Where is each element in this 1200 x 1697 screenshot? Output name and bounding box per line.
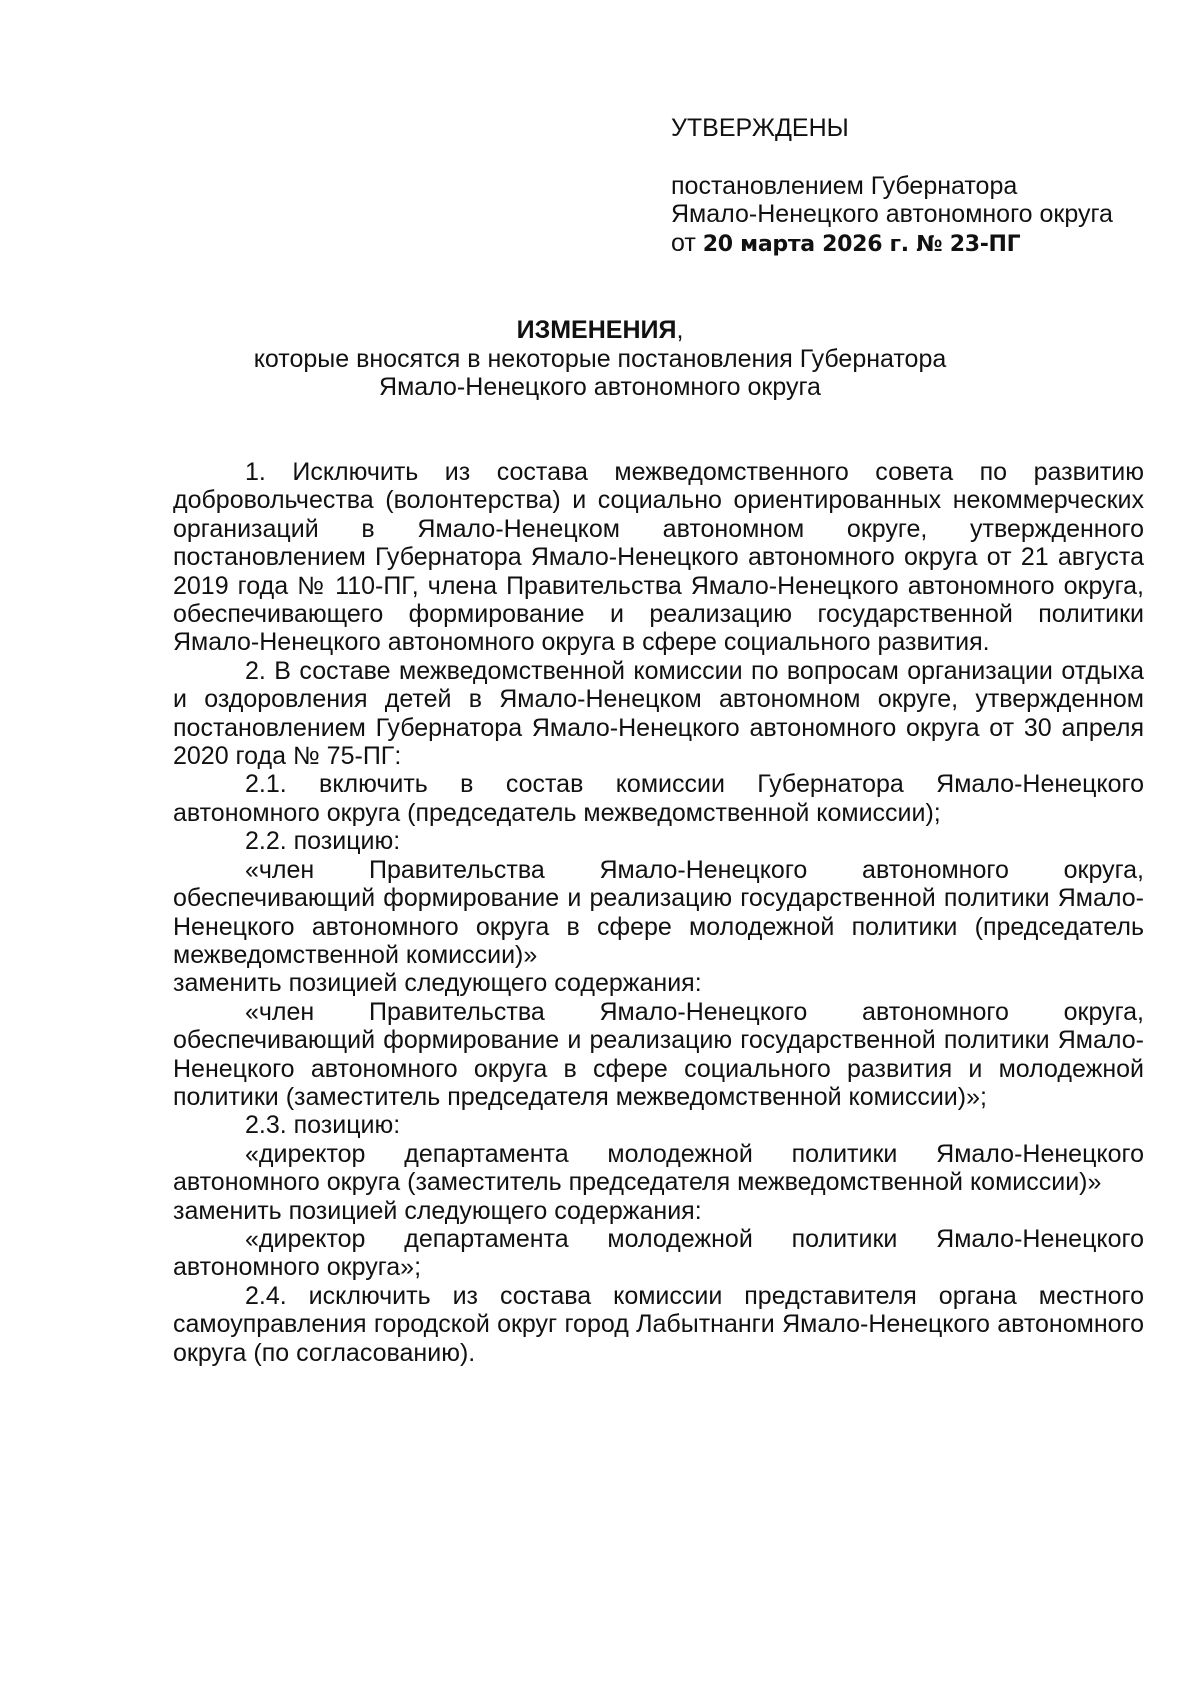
document-body xyxy=(173,458,1144,1367)
title-comma: , xyxy=(676,316,684,344)
quote-old-position-2-2: «член Правительства Ямало-Ненецкого автономного округа, обеспечивающий формирование и реализацию государственной политики Ямало-Ненецкого автономного округа в сфере молодежной политики (председатель межведомственной комиссии)» xyxy=(173,855,1144,969)
quote-new-position-2-2: «член Правительства Ямало-Ненецкого автономного округа, обеспечивающий формирование и реализацию государственной политики Ямало-Ненецкого автономного округа в сфере социального развития и молодежной политики (заместитель председателя межведомственной комиссии)»; xyxy=(173,997,1144,1111)
approval-line-1: постановлением Губернатора xyxy=(671,171,1018,200)
paragraph-2-3: 2.3. позицию: xyxy=(245,1111,401,1140)
approval-date-line xyxy=(671,229,1151,260)
replace-with-2-3: заменить позицией следующего содержания: xyxy=(173,1196,702,1225)
replace-with-2-2: заменить позицией следующего содержания: xyxy=(173,969,702,998)
decree-date-number: 20 марта 2026 г. № 23-ПГ xyxy=(702,231,1021,257)
paragraph-2-1: 2.1. включить в состав комиссии Губернатора Ямало-Ненецкого автономного округа (председатель межведомственной комиссии); xyxy=(173,770,1144,827)
document-title xyxy=(170,316,1030,402)
quote-new-position-2-3: «директор департамента молодежной политики Ямало-Ненецкого автономного округа»; xyxy=(173,1224,1144,1282)
approval-block xyxy=(671,114,1151,259)
paragraph-2-2: 2.2. позицию: xyxy=(245,827,401,856)
quote-old-position-2-3: «директор департамента молодежной политики Ямало-Ненецкого автономного округа (заместитель председателя межведомственной комиссии)» xyxy=(173,1139,1144,1197)
approved-heading: УТВЕРЖДЕНЫ xyxy=(671,114,849,142)
title-subtitle-line-1: которые вносятся в некоторые постановления Губернатора xyxy=(253,344,947,373)
paragraph-2: 2. В составе межведомственной комиссии по вопросам организации отдыха и оздоровления детей в Ямало-Ненецком автономном округе, утвержденном постановлением Губернатора Ямало-Ненецкого автономного округа от 30 апреля 2020 года № 75-ПГ: xyxy=(173,656,1144,771)
title-main: ИЗМЕНЕНИЯ xyxy=(516,316,677,344)
paragraph-1: 1. Исключить из состава межведомственного совета по развитию добровольчества (волонтерства) и социально ориентированных некоммерческих организаций в Ямало-Ненецком автономном округе, утвержденного постановлением Губернатора Ямало-Ненецкого автономного округа от 21 августа 2019 года № 110-ПГ, члена Правительства Ямало-Ненецкого автономного округа, обеспечивающего формирование и реализацию государственной политики Ямало-Ненецкого автономного округа в сфере социального развития. xyxy=(173,458,1144,657)
title-subtitle-line-2: Ямало-Ненецкого автономного округа xyxy=(379,373,821,401)
date-prefix: от xyxy=(671,228,703,257)
title-main-line xyxy=(170,316,1030,345)
paragraph-2-4: 2.4. исключить из состава комиссии представителя органа местного самоуправления городской округ город Лабытнанги Ямало-Ненецкого автономного округа (по согласованию). xyxy=(173,1281,1144,1367)
approval-line-2: Ямало-Ненецкого автономного округа xyxy=(671,200,1113,228)
